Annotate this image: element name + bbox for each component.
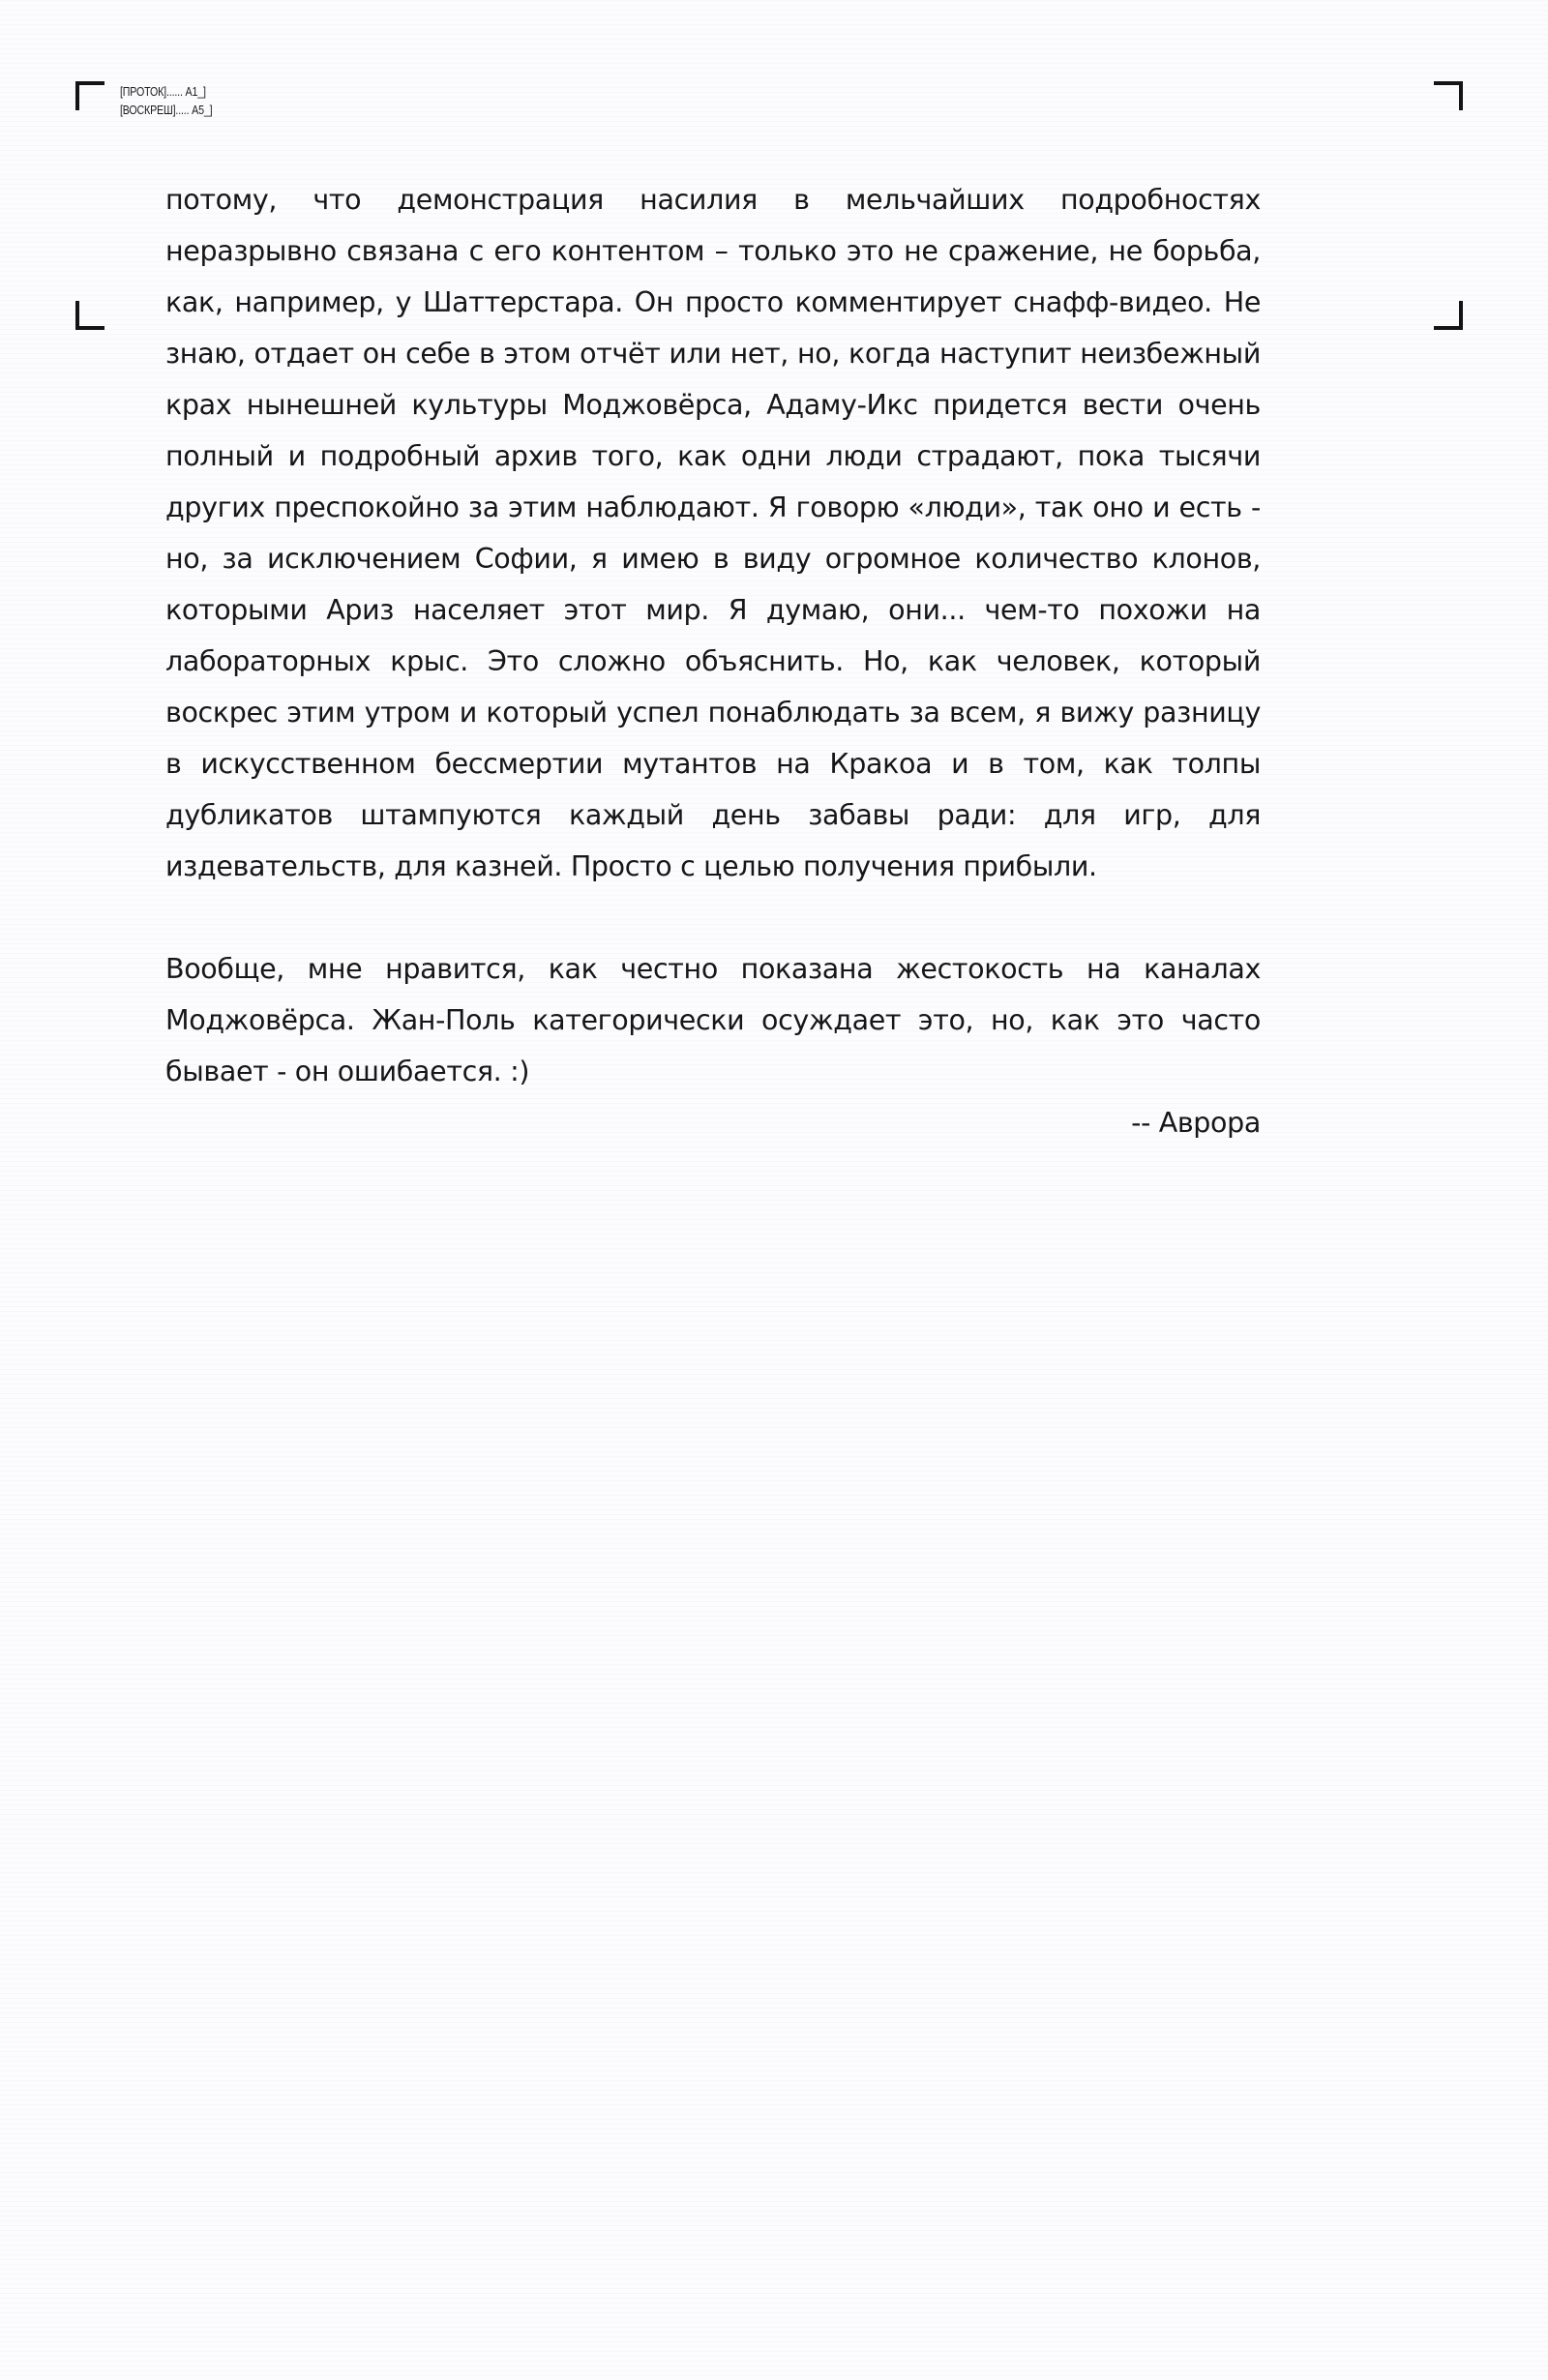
paragraph-2: Вообще, мне нравится, как честно показана жестокость на каналах Моджовёрса. Жан-Поль категорически осуждает это, но, как это часто бывает - он ошибается. :) (165, 953, 1261, 1087)
signature: -- Аврора (1131, 1107, 1261, 1139)
paragraph-1: потому, что демонстрация насилия в мельчайших подробностях неразрывно связана с его контентом – только это не сражение, не борьба, как, например, у Шаттерстара. Он просто комментирует снафф-видео. Не знаю, отдает он себе в этом отчёт или нет, но, когда наступит неизбежный крах нынешней культуры Моджовёрса, Адаму-Икс придется вести очень полный и подробный архив того, как одни люди страдают, пока тысячи других преспокойно за этим наблюдают. Я говорю «люди», так оно и есть - но, за исключением Софии, я имею в виду огромное количество клонов, которыми Ариз населяет этот мир. Я думаю, они... чем-то похожи на лабораторных крыс. Это сложно объяснить. Но, как человек, который воскрес этим утром и который успел понаблюдать за всем, я вижу разницу в искусственном бессмертии мутантов на Кракоа и в том, как толпы дубликатов штампуются каждый день забавы ради: для игр, для издевательств, для казней. Просто с целью получения прибыли. (165, 184, 1261, 882)
status-line-voskresh: [ВОСКРЕШ]..... А5_] (120, 103, 213, 117)
status-line-protok: [ПРОТОК]...... А1_] (120, 84, 206, 99)
corner-bottom-left-icon (75, 301, 104, 330)
corner-bottom-right-icon (1434, 301, 1463, 330)
corner-top-left-icon (75, 81, 104, 110)
corner-top-right-icon (1434, 81, 1463, 110)
body-text (165, 174, 1261, 1148)
status-readout (120, 82, 212, 119)
